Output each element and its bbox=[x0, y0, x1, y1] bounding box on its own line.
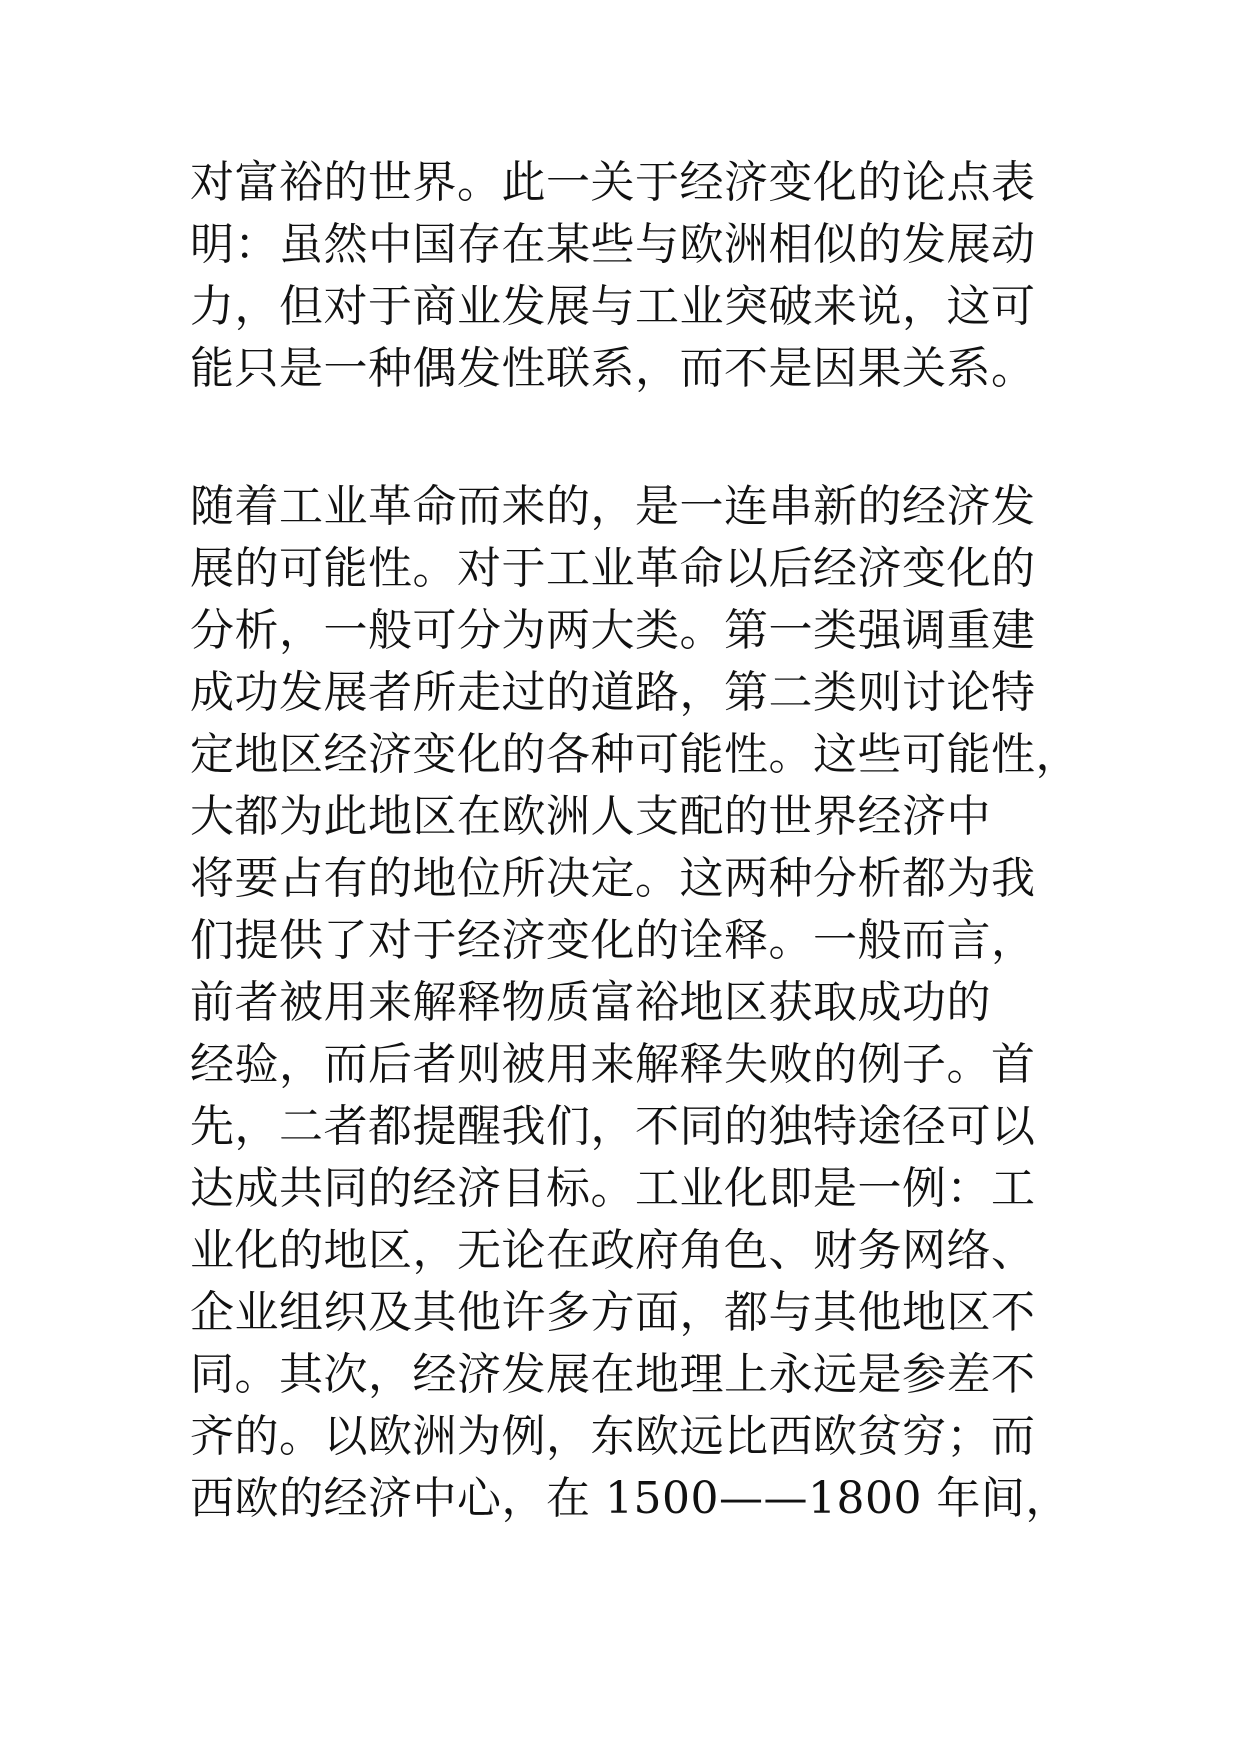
text-line: 前者被用来解释物质富裕地区获取成功的 bbox=[190, 977, 991, 1028]
text-line: 先，二者都提醒我们，不同的独特途径可以 bbox=[190, 1101, 1036, 1152]
paragraph-2 bbox=[190, 476, 1080, 1530]
text-line: 西欧的经济中心，在 1500——1800 年间， bbox=[190, 1473, 1070, 1524]
text-line: 经验，而后者则被用来解释失败的例子。首 bbox=[190, 1039, 1036, 1090]
text-line: 明：虽然中国存在某些与欧洲相似的发展动 bbox=[190, 219, 1036, 270]
text-line: 企业组织及其他许多方面，都与其他地区不 bbox=[190, 1287, 1036, 1338]
text-line: 定地区经济变化的各种可能性。这些可能性， bbox=[190, 729, 1080, 780]
text-line: 业化的地区，无论在政府角色、财务网络、 bbox=[190, 1225, 1036, 1276]
text-line: 成功发展者所走过的道路，第二类则讨论特 bbox=[190, 667, 1036, 718]
text-line: 对富裕的世界。此一关于经济变化的论点表 bbox=[190, 157, 1036, 208]
text-line: 将要占有的地位所决定。这两种分析都为我 bbox=[190, 853, 1036, 904]
text-line: 随着工业革命而来的，是一连串新的经济发 bbox=[190, 481, 1036, 532]
text-line: 同。其次，经济发展在地理上永远是参差不 bbox=[190, 1349, 1036, 1400]
paragraph-1 bbox=[190, 152, 1070, 400]
text-line: 能只是一种偶发性联系，而不是因果关系。 bbox=[190, 343, 1036, 394]
text-line: 齐的。以欧洲为例，东欧远比西欧贫穷；而 bbox=[190, 1411, 1036, 1462]
text-line: 们提供了对于经济变化的诠释。一般而言， bbox=[190, 915, 1036, 966]
text-line: 力，但对于商业发展与工业突破来说，这可 bbox=[190, 281, 1036, 332]
text-line: 达成共同的经济目标。工业化即是一例：工 bbox=[190, 1163, 1036, 1214]
text-line: 分析，一般可分为两大类。第一类强调重建 bbox=[190, 605, 1036, 656]
text-line: 大都为此地区在欧洲人支配的世界经济中 bbox=[190, 791, 991, 842]
text-line: 展的可能性。对于工业革命以后经济变化的 bbox=[190, 543, 1036, 594]
